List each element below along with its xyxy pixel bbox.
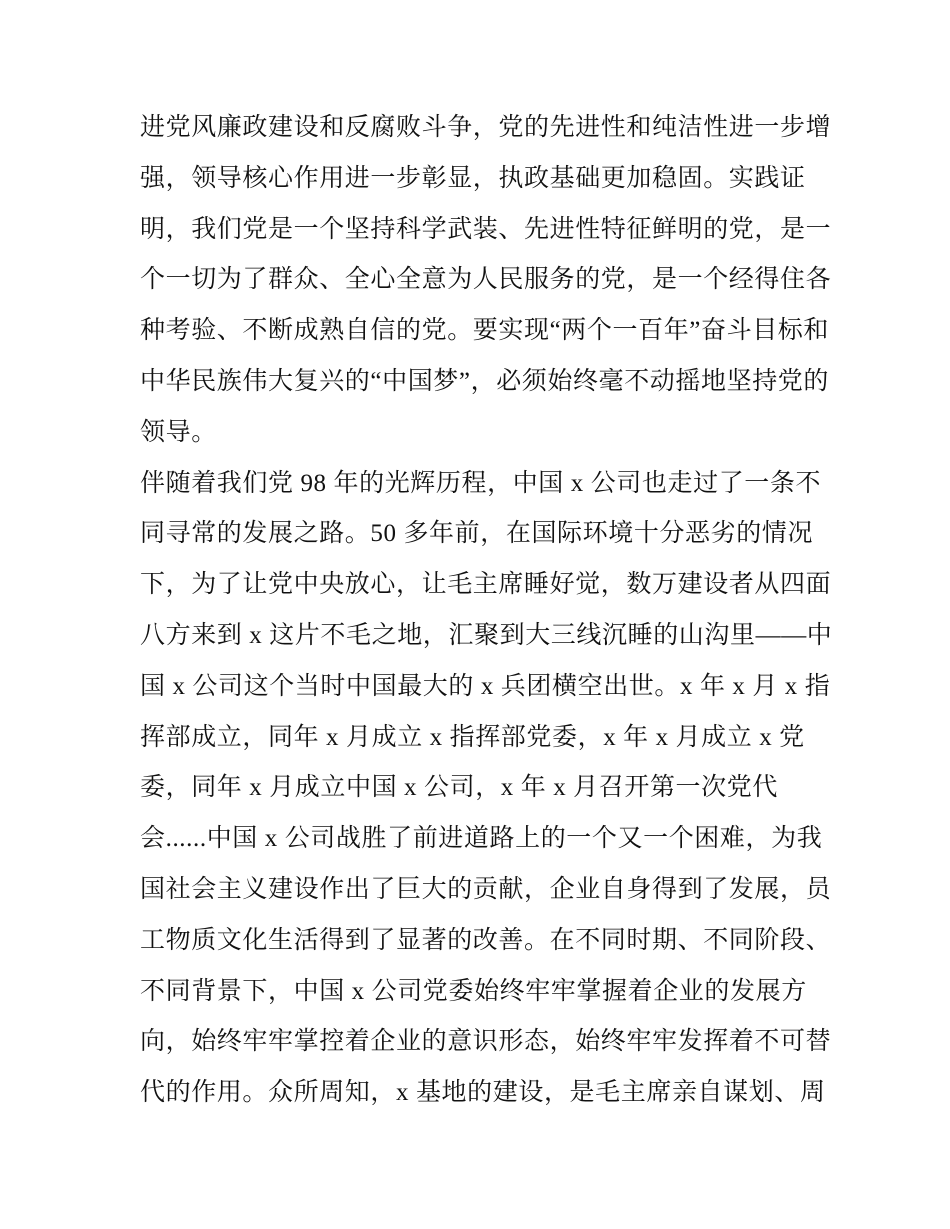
text-line: 八方来到 x 这片不毛之地，汇聚到大三线沉睡的山沟里——中 (140, 621, 833, 649)
text-line: 不同背景下，中国 x 公司党委始终牢牢掌握着企业的发展方 (140, 977, 807, 1005)
text-line: 挥部成立，同年 x 月成立 x 指挥部党委，x 年 x 月成立 x 党 (140, 723, 805, 751)
text-line: 下，为了让党中央放心，让毛主席睡好觉，数万建设者从四面 (140, 571, 832, 599)
text-line: 会......中国 x 公司战胜了前进道路上的一个又一个困难，为我 (140, 825, 823, 853)
text-line: 种考验、不断成熟自信的党。要实现“两个一百年”奋斗目标和 (140, 317, 829, 345)
text-line: 强，领导核心作用进一步彰显，执政基础更加稳固。实践证 (140, 164, 806, 192)
text-line: 明，我们党是一个坚持科学武装、先进性特征鲜明的党，是一 (140, 215, 832, 243)
text-line: 伴随着我们党 98 年的光辉历程，中国 x 公司也走过了一条不 (140, 469, 822, 497)
text-line: 向，始终牢牢掌控着企业的意识形态，始终牢牢发挥着不可替 (140, 1028, 832, 1056)
text-line: 领导。 (140, 418, 217, 446)
text-line: 进党风廉政建设和反腐败斗争，党的先进性和纯洁性进一步增 (140, 114, 832, 141)
text-line: 工物质文化生活得到了显著的改善。在不同时期、不同阶段、 (140, 926, 832, 954)
text-line: 代的作用。众所周知，x 基地的建设，是毛主席亲自谋划、周 (140, 1079, 826, 1107)
text-line: 中华民族伟大复兴的“中国梦”，必须始终毫不动摇地坚持党的 (140, 367, 829, 395)
text-line: 国社会主义建设作出了巨大的贡献，企业自身得到了发展，员 (140, 875, 832, 903)
text-line: 同寻常的发展之路。50 多年前，在国际环境十分恶劣的情况 (140, 520, 814, 548)
body-text (140, 103, 833, 1119)
text-line: 个一切为了群众、全心全意为人民服务的党，是一个经得住各 (140, 266, 832, 294)
text-line: 委，同年 x 月成立中国 x 公司，x 年 x 月召开第一次党代 (140, 774, 778, 802)
text-line: 国 x 公司这个当时中国最大的 x 兵团横空出世。x 年 x 月 x 指 (140, 672, 831, 700)
